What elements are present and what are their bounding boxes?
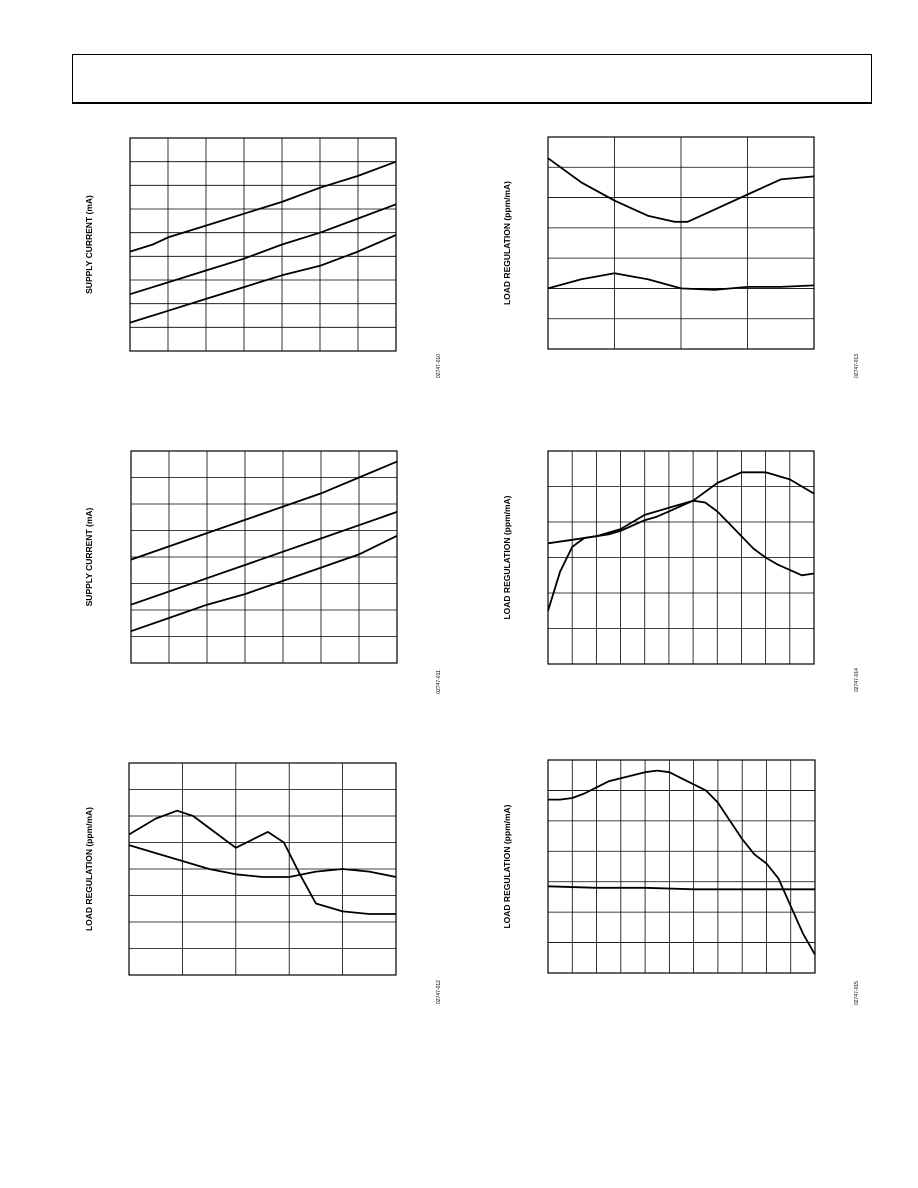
y-axis-label: SUPPLY CURRENT (mA) xyxy=(84,195,94,294)
series-line-2 xyxy=(548,886,815,889)
y-axis-label: LOAD REGULATION (ppm/mA) xyxy=(502,495,512,620)
figure-code: 02747-010 xyxy=(436,354,442,378)
figure-code: 02747-014 xyxy=(854,668,860,692)
series-line-1 xyxy=(129,811,396,914)
chart-6 xyxy=(502,760,860,1005)
figure-code: 02747-015 xyxy=(854,981,860,1005)
y-axis-label: SUPPLY CURRENT (mA) xyxy=(84,507,94,607)
series-line-2 xyxy=(131,512,397,605)
chart-1 xyxy=(84,138,442,378)
series-line-1 xyxy=(131,462,397,560)
figure-code: 02747-012 xyxy=(436,980,442,1004)
series-line-3 xyxy=(130,235,396,323)
chart-4 xyxy=(502,137,860,378)
y-axis-label: LOAD REGULATION (ppm/mA) xyxy=(502,180,512,306)
series-line-2 xyxy=(129,845,396,877)
series-line-1 xyxy=(130,162,396,252)
chart-2 xyxy=(84,451,442,694)
figure-code: 02747-011 xyxy=(436,670,442,694)
chart-3 xyxy=(84,763,442,1004)
series-line-1 xyxy=(548,501,814,611)
figure-code: 02747-013 xyxy=(854,354,860,378)
series-line-2 xyxy=(548,472,814,543)
plot-frame xyxy=(130,138,396,351)
y-axis-label: LOAD REGULATION (ppm/mA) xyxy=(502,804,512,929)
chart-5 xyxy=(502,451,860,692)
series-line-1 xyxy=(548,771,815,955)
y-axis-label: LOAD REGULATION (ppm/mA) xyxy=(84,806,94,932)
